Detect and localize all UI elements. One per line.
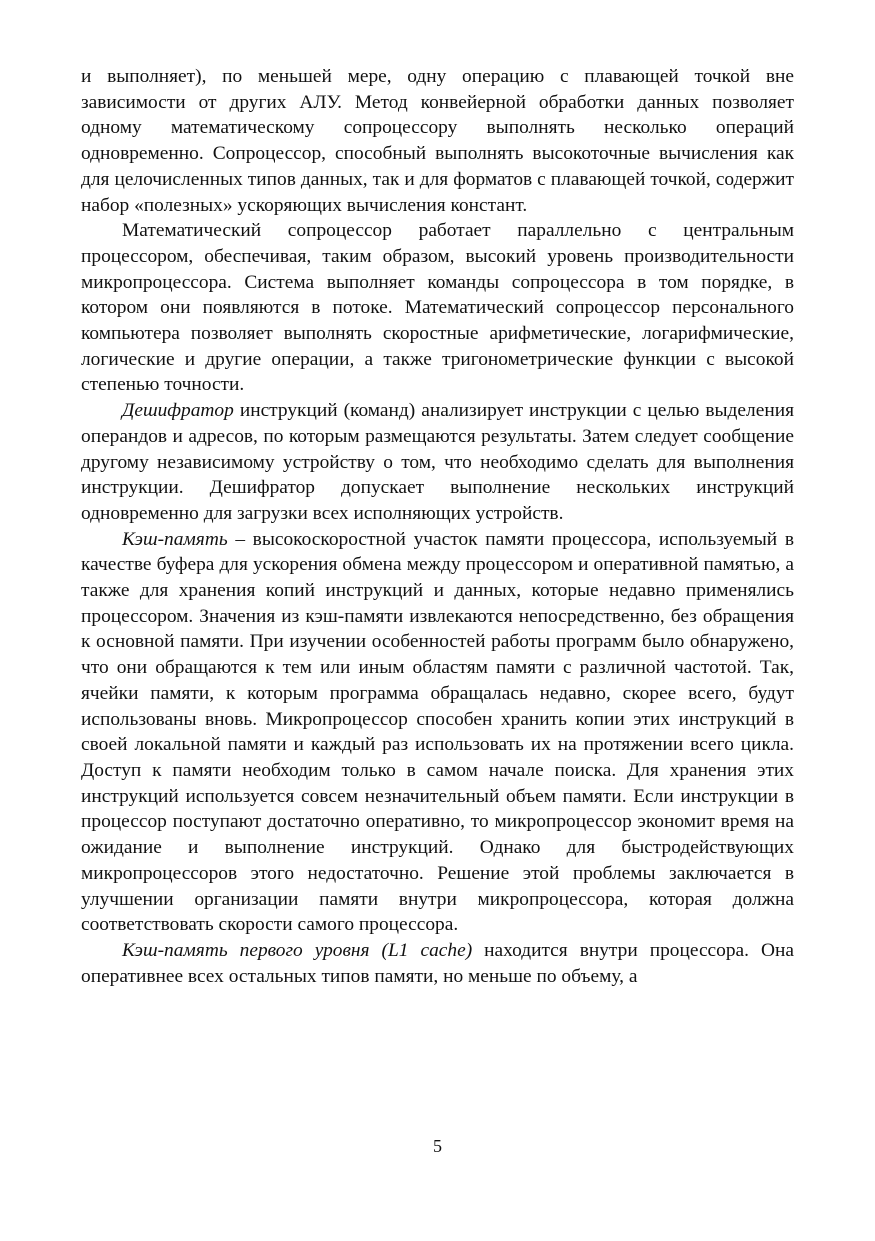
paragraph-2-text: Математический сопроцессор работает параллельно с центральным процессором, обеспечивая, таким образом, высокий уровень производительности микропроцессора. Система выполняет команды сопроцессора в том порядке, в котором они появляются в потоке. Математический сопроцессор персонального компьютера позволяет выполнять скоростные арифметические, логарифмические, логические и другие операции, а также тригонометрические функции с высокой степенью точности. [81,220,794,396]
paragraph-1-text: и выполняет), по меньшей мере, одну операцию с плавающей точкой вне зависимости от других АЛУ. Метод конвейерной обработки данных позволяет одному математическому сопроцессору выполнять несколько операций одновременно. Сопроцессор, способный выполнять высокоточные вычисления как для целочисленных типов данных, так и для форматов с плавающей точкой, содержит набор «полезных» ускоряющих вычисления констант. [81,66,794,216]
paragraph-1 [81,64,794,218]
term-decoder: Дешифратор [122,400,234,422]
paragraph-3-text: инструкций (команд) анализирует инструкции с целью выделения операндов и адресов, по которым размещаются результаты. Затем следует сообщение другому независимому устройству о том, что необходимо сделать для выполнения инструкции. Дешифратор допускает выполнение нескольких инструкций одновременно для загрузки всех исполняющих устройств. [81,400,794,524]
paragraph-5-text: находится внутри процессора. Она оперативнее всех остальных типов памяти, но меньше по объему, а [81,939,794,987]
paragraph-4-text: – высокоскоростной участок памяти процессора, используемый в качестве буфера для ускорения обмена между процессором и оперативной памятью, а также для хранения копий инструкций и данных, которые недавно применялись процессором. Значения из кэш-памяти извлекаются непосредственно, без обращения к основной памяти. При изучении особенностей работы программ было обнаружено, что они обращаются к тем или иным областям памяти с различной частотой. Так, ячейки памяти, к которым программа обращалась недавно, скорее всего, будут использованы вновь. Микропроцессор способен хранить копии этих инструкций в своей локальной памяти и каждый раз использовать их на протяжении всего цикла. Доступ к памяти необходим только в самом начале поиска. Для хранения этих инструкций используется совсем незначительный объем памяти. Если инструкции в процессор поступают достаточно оперативно, то микропроцессор экономит время на ожидание и выполнение инструкций. Однако для быстродействующих микропроцессоров этого недостаточно. Решение этой проблемы заключается в улучшении организации памяти внутри микропроцессора, которая должна соответствовать скорости самого процессора. [81,528,794,936]
term-cache: Кэш-память [122,528,228,550]
page-body [81,64,794,989]
paragraph-2 [81,218,794,398]
paragraph-5 [81,938,794,989]
paragraph-4 [81,527,794,938]
page-number: 5 [433,1136,442,1156]
term-l1-cache: Кэш-память первого уровня (L1 cache) [122,939,473,961]
paragraph-3 [81,398,794,527]
